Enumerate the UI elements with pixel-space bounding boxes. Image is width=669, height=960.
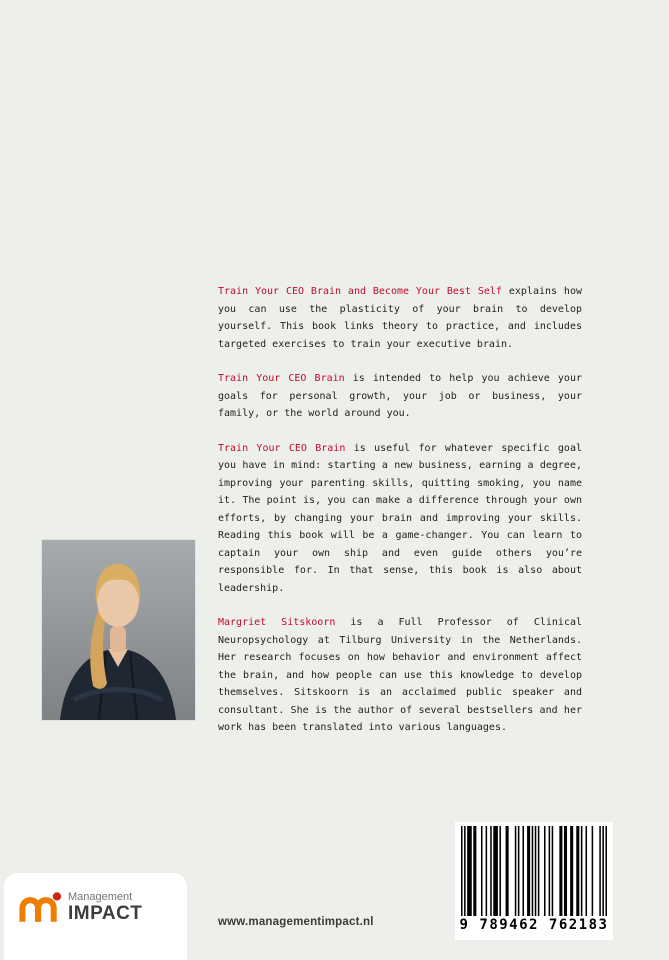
blurb-body: explains how you can use the plasticity of your brain to develop yourself. This book links theory to practice, and includes targeted exercises to train your executive brain.: [218, 286, 582, 350]
author-photo: [42, 540, 195, 720]
mi-logo-icon: [16, 890, 62, 924]
blurb-text-column: [218, 283, 582, 754]
blurb-body: is intended to help you achieve your goals for personal growth, your job or business, your family, or the world around you.: [218, 373, 582, 419]
blurb-paragraph: [218, 614, 582, 737]
blurb-paragraph: [218, 283, 582, 353]
blurb-paragraph: [218, 440, 582, 598]
blurb-paragraph: [218, 370, 582, 423]
publisher-name-bottom: IMPACT: [68, 903, 143, 924]
author-portrait-graphic: [42, 540, 195, 720]
blurb-lead: Train Your CEO Brain: [218, 442, 346, 454]
barcode: [455, 822, 613, 940]
publisher-name-top: Management: [68, 891, 133, 903]
publisher-name: [68, 890, 142, 924]
barcode-digits: 9 789462 762183: [459, 917, 609, 933]
blurb-lead: Train Your CEO Brain and Become Your Best Self: [218, 286, 502, 297]
blurb-lead: Train Your CEO Brain: [218, 373, 345, 384]
publisher-website: www.managementimpact.nl: [218, 916, 374, 928]
blurb-body: is useful for whatever specific goal you have in mind: starting a new business, earning a degree, improving your parenting skills, quitting smoking, you name it. The point is, you can make a difference through your own efforts, by changing your brain and improving your skills. Reading this book will be a game-changer. You can learn to captain your own ship and even guide others you’re responsible for. In that sense, this book is also about leadership.: [218, 442, 582, 594]
barcode-bars: [461, 826, 607, 916]
publisher-card: [4, 873, 187, 960]
blurb-body: is a Full Professor of Clinical Neuropsychology at Tilburg University in the Netherlands. Her research focuses on how behavior and environment affect the brain, and how people can use this knowledge to develop themselves. Sitskoorn is an acclaimed public speaker and consultant. She is the author of several bestsellers and her work has been translated into various languages.: [218, 617, 583, 733]
publisher-logo: [16, 890, 187, 924]
blurb-lead: Margriet Sitskoorn: [218, 617, 336, 628]
